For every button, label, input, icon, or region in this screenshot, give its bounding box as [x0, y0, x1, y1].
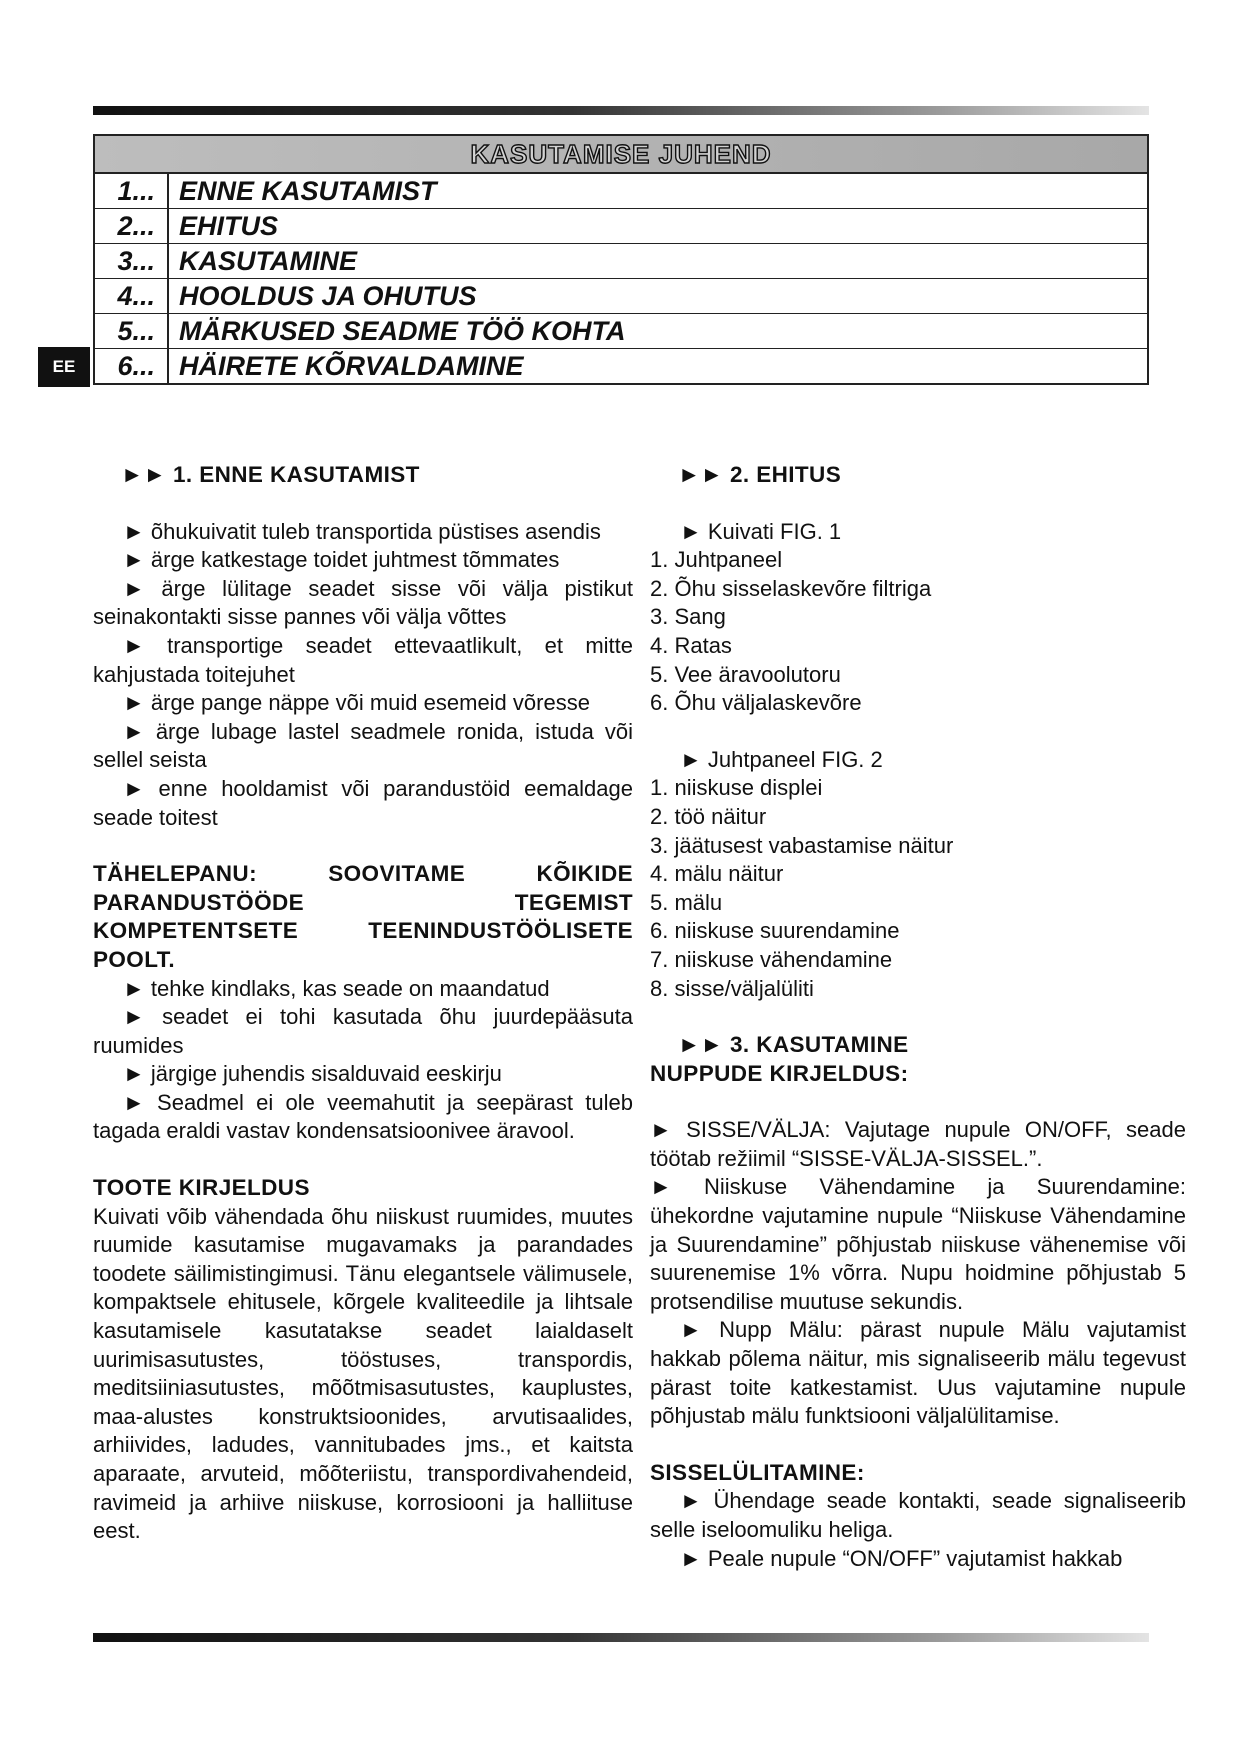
switch-on-heading: SISSELÜLITAMINE: [650, 1459, 865, 1485]
toc-title: ENNE KASUTAMIST [179, 176, 437, 206]
figure-2-item: 7. niiskuse vähendamine [650, 946, 893, 972]
toc-title: HÄIRETE KÕRVALDAMINE [179, 351, 524, 381]
toc-row [95, 314, 1147, 349]
figure-1-item: 5. Vee äravoolutoru [650, 661, 841, 687]
section-heading-1: ►► 1. ENNE KASUTAMIST [121, 462, 420, 487]
figure-1-item: 4. Ratas [650, 632, 732, 658]
memory-description: ► Nupp Mälu: pärast nupule Mälu vajutamist hakkab põlema näitur, mis signaliseerib mälu tegevust pärast toite katkestamist. Uus vajutamine nupule põhjustab mälu funktsiooni väljalülitamise. [650, 1317, 1186, 1429]
figure-2-title: ► Juhtpaneel FIG. 2 [680, 746, 883, 772]
toc-row [95, 349, 1147, 383]
toc-row [95, 209, 1147, 244]
switch-on-step: ► Ühendage seade kontakti, seade signaliseerib selle iseloomuliku heliga. [650, 1488, 1186, 1542]
figure-2-item: 2. töö näitur [650, 803, 767, 829]
safety-bullet: ► transportige seadet ettevaatlikult, et mitte kahjustada toitejuhet [93, 632, 633, 687]
safety-bullet: ► ärge lülitage seadet sisse või välja pistikut seinakontakti sisse pannes või välja võttes [93, 575, 633, 630]
top-rule [93, 106, 1149, 115]
toc-title: KASUTAMINE [179, 246, 357, 276]
figure-2-item: 5. mälu [650, 889, 723, 915]
figure-1-item: 6. Õhu väljalaskevõre [650, 690, 862, 716]
toc-number: 4... [95, 279, 169, 313]
safety-bullet: ► tehke kindlaks, kas seade on maandatud [123, 975, 550, 1001]
toc-header [95, 136, 1147, 174]
figure-1-item: 1. Juhtpaneel [650, 547, 783, 573]
section-heading-3: ►► 3. KASUTAMINE [678, 1032, 909, 1058]
toc-title: HOOLDUS JA OHUTUS [179, 281, 477, 311]
safety-bullet: ► enne hooldamist või parandustöid eemaldage seade toitest [93, 775, 633, 830]
figure-2-item: 6. niiskuse suurendamine [650, 918, 900, 944]
toc-number: 1... [95, 174, 169, 208]
safety-bullet: ► Seadmel ei ole veemahutit ja seepärast tuleb tagada eraldi vastav kondensatsioonivee äravool. [93, 1089, 633, 1144]
figure-2-item: 1. niiskuse displei [650, 775, 823, 801]
warning-note: TÄHELEPANU: SOOVITAME KÕIKIDE PARANDUSTÖÖDE TEGEMIST KOMPETENTSETE TEENINDUSTÖÖLISETE POOLT. [93, 861, 633, 972]
safety-bullet: ► seadet ei tohi kasutada õhu juurdepääsuta ruumides [93, 1004, 633, 1058]
toc-row [95, 174, 1147, 209]
toc-row [95, 279, 1147, 314]
figure-1-item: 2. Õhu sisselaskevõre filtriga [650, 575, 932, 601]
toc-number: 6... [95, 349, 169, 383]
safety-bullet: ► ärge lubage lastel seadmele ronida, istuda või sellel seista [93, 718, 633, 773]
onoff-description: ► SISSE/VÄLJA: Vajutage nupule ON/OFF, seade töötab režiimil “SISSE-VÄLJA-SISSEL.”. [650, 1117, 1186, 1171]
toc-row [95, 244, 1147, 279]
bottom-rule [93, 1633, 1149, 1642]
product-description-heading: TOOTE KIRJELDUS [93, 1175, 310, 1201]
figure-2-item: 4. mälu näitur [650, 861, 784, 887]
safety-bullet: ► järgige juhendis sisalduvaid eeskirju [123, 1061, 502, 1087]
humidity-description: ► Niiskuse Vähendamine ja Suurendamine: ühekordne vajutamine nupule “Niiskuse Vähendamine ja Suurendamine” põhjustab niiskuse vähenemise või suurenemise 1% võrra. Nupu hoidmine põhjustab 5 protsendilise muutuse sekundis. [650, 1174, 1186, 1314]
switch-on-step: ► Peale nupule “ON/OFF” vajutamist hakkab [680, 1545, 1123, 1571]
figure-2-item: 8. sisse/väljalüliti [650, 975, 814, 1001]
toc-number: 5... [95, 314, 169, 348]
safety-bullet: ► ärge katkestage toidet juhtmest tõmmates [123, 547, 560, 573]
figure-1-item: 3. Sang [650, 604, 726, 630]
right-column [650, 461, 1186, 1573]
figure-1-title: ► Kuivati FIG. 1 [680, 518, 842, 544]
left-column [93, 461, 633, 1546]
figure-2-item: 3. jäätusest vabastamise näitur [650, 832, 954, 858]
product-description-text: Kuivati võib vähendada õhu niiskust ruumides, muutes ruumide kasutamise mugavamaks ja parandades toodete säilimistingimusi. Tänu elegantsele välimusele, kompaktsele ehitusele, kõrgele kvaliteedile ja lihtsale kasutamisele kasutatakse seadet laialdaselt uurimisasutustes, tööstuses, transpordis, meditsiiniasutustes, mõõtmisasutustes, kauplustes, maa-alustes konstruktsioonides, arvutisaalides, arhiivides, ladudes, vannitubades jms., et kaitsta aparaate, arvuteid, mõõteriistu, transpordivahendeid, ravimeid ja arhiive niiskuse, korrosiooni ja halliituse eest. [93, 1203, 633, 1544]
toc-number: 3... [95, 244, 169, 278]
safety-bullet: ► ärge pange näppe või muid esemeid võresse [123, 690, 590, 716]
language-tab: EE [38, 347, 90, 387]
safety-bullet: ► õhukuivatit tuleb transportida püstises asendis [123, 518, 601, 544]
table-of-contents [93, 134, 1149, 385]
toc-title: EHITUS [179, 211, 279, 241]
toc-header-title: KASUTAMISE JUHEND [470, 139, 772, 169]
section-heading-2: ►► 2. EHITUS [678, 462, 842, 487]
buttons-heading: NUPPUDE KIRJELDUS: [650, 1060, 909, 1086]
toc-title: MÄRKUSED SEADME TÖÖ KOHTA [179, 316, 626, 346]
toc-number: 2... [95, 209, 169, 243]
